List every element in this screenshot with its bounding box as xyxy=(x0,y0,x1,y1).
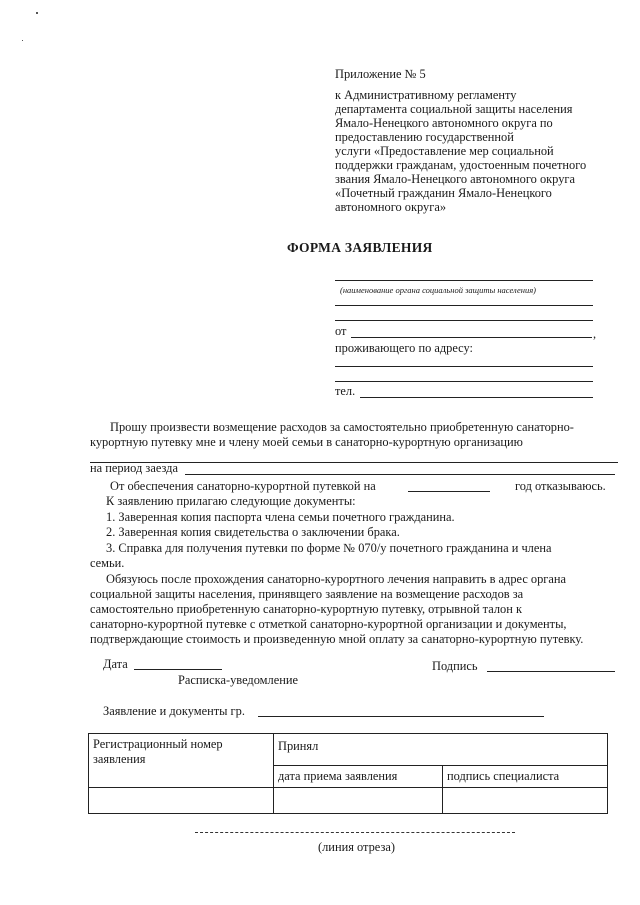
appendix-description xyxy=(335,88,586,214)
date-field[interactable] xyxy=(134,669,222,670)
obligation-line: самостоятельно приобретенную санаторно-курортную путевку, отрывной талон к xyxy=(90,602,522,616)
appendix-line: к Административному регламенту xyxy=(335,88,517,102)
address-label: проживающего по адресу: xyxy=(335,341,473,355)
specialist-signature-cell[interactable] xyxy=(443,788,608,814)
scan-speck xyxy=(36,12,38,14)
reg-number-cell[interactable] xyxy=(89,788,274,814)
applicant-name-field[interactable] xyxy=(351,337,592,338)
refusal-text-end: год отказываюсь. xyxy=(515,479,606,493)
receipt-docs-label: Заявление и документы гр. xyxy=(103,704,245,718)
appendix-line: департамента социальной защиты населения xyxy=(335,102,573,116)
appendix-line: Ямало-Ненецкого автономного округа по xyxy=(335,116,553,130)
appendix-line: предоставлению государственной xyxy=(335,130,514,144)
phone-field[interactable] xyxy=(360,397,593,398)
specialist-signature-header: подпись специалиста xyxy=(443,766,608,788)
from-label: от xyxy=(335,324,347,338)
refusal-text: От обеспечения санаторно-курортной путевкой на xyxy=(110,479,376,493)
obligation-line: подтверждающие стоимость и произведенную мной оплату за санаторно-курортную путевку. xyxy=(90,632,584,646)
receipt-title: Расписка-уведомление xyxy=(178,673,298,687)
organ-name-field-line2[interactable] xyxy=(335,305,593,306)
date-received-header: дата приема заявления xyxy=(274,766,443,788)
attachment-item: 1. Заверенная копия паспорта члена семьи почетного гражданина. xyxy=(106,510,455,524)
signature-label: Подпись xyxy=(432,659,478,673)
attachment-item: 3. Справка для получения путевки по форме № 070/у почетного гражданина и члена xyxy=(106,541,552,555)
phone-label: тел. xyxy=(335,384,356,398)
request-line1: Прошу произвести возмещение расходов за самостоятельно приобретенную санаторно- xyxy=(110,420,574,434)
address-field-line2[interactable] xyxy=(335,381,593,382)
date-received-cell[interactable] xyxy=(274,788,443,814)
registration-table xyxy=(88,733,608,814)
receipt-applicant-field[interactable] xyxy=(258,716,544,717)
appendix-line: поддержки гражданам, удостоенным почетного xyxy=(335,158,587,172)
period-field[interactable] xyxy=(185,474,615,475)
date-label: Дата xyxy=(103,657,128,671)
request-line2: курортную путевку мне и члену моей семьи в санаторно-курортную организацию xyxy=(90,435,523,449)
appendix-line: автономного округа» xyxy=(335,200,447,214)
appendix-line: «Почетный гражданин Ямало-Ненецкого xyxy=(335,186,552,200)
attachment-item-continued: семьи. xyxy=(90,556,125,570)
form-title: ФОРМА ЗАЯВЛЕНИЯ xyxy=(287,240,433,255)
obligation-line: Обязуюсь после прохождения санаторно-курортного лечения направить в адрес органа xyxy=(106,572,567,586)
attachment-item: 2. Заверенная копия свидетельства о заключении брака. xyxy=(106,525,400,539)
scan-speck xyxy=(22,40,23,41)
appendix-line: звания Ямало-Ненецкого автономного округа xyxy=(335,172,575,186)
attachments-intro: К заявлению прилагаю следующие документы: xyxy=(106,494,356,508)
refusal-year-field[interactable] xyxy=(408,491,490,492)
appendix-title: Приложение № 5 xyxy=(335,67,426,81)
organ-name-field[interactable] xyxy=(335,280,593,281)
accepted-header: Принял xyxy=(274,734,608,766)
organ-name-field-line3[interactable] xyxy=(335,320,593,321)
signature-field[interactable] xyxy=(487,671,615,672)
appendix-line: услуги «Предоставление мер социальной xyxy=(335,144,554,158)
cut-line xyxy=(195,832,515,833)
cut-line-caption: (линия отреза) xyxy=(318,840,395,854)
obligation-line: санаторно-курортной путевке с отметкой санаторно-курортной организации и документы, xyxy=(90,617,567,631)
organ-name-caption: (наименование органа социальной защиты населения) xyxy=(340,285,536,295)
from-comma: , xyxy=(593,327,597,341)
period-label: на период заезда xyxy=(90,461,178,475)
reg-number-header: Регистрационный номер заявления xyxy=(89,734,274,788)
obligation-line: социальной защиты населения, принявщего заявление на возмещение расходов за xyxy=(90,587,524,601)
address-field-line1[interactable] xyxy=(335,366,593,367)
